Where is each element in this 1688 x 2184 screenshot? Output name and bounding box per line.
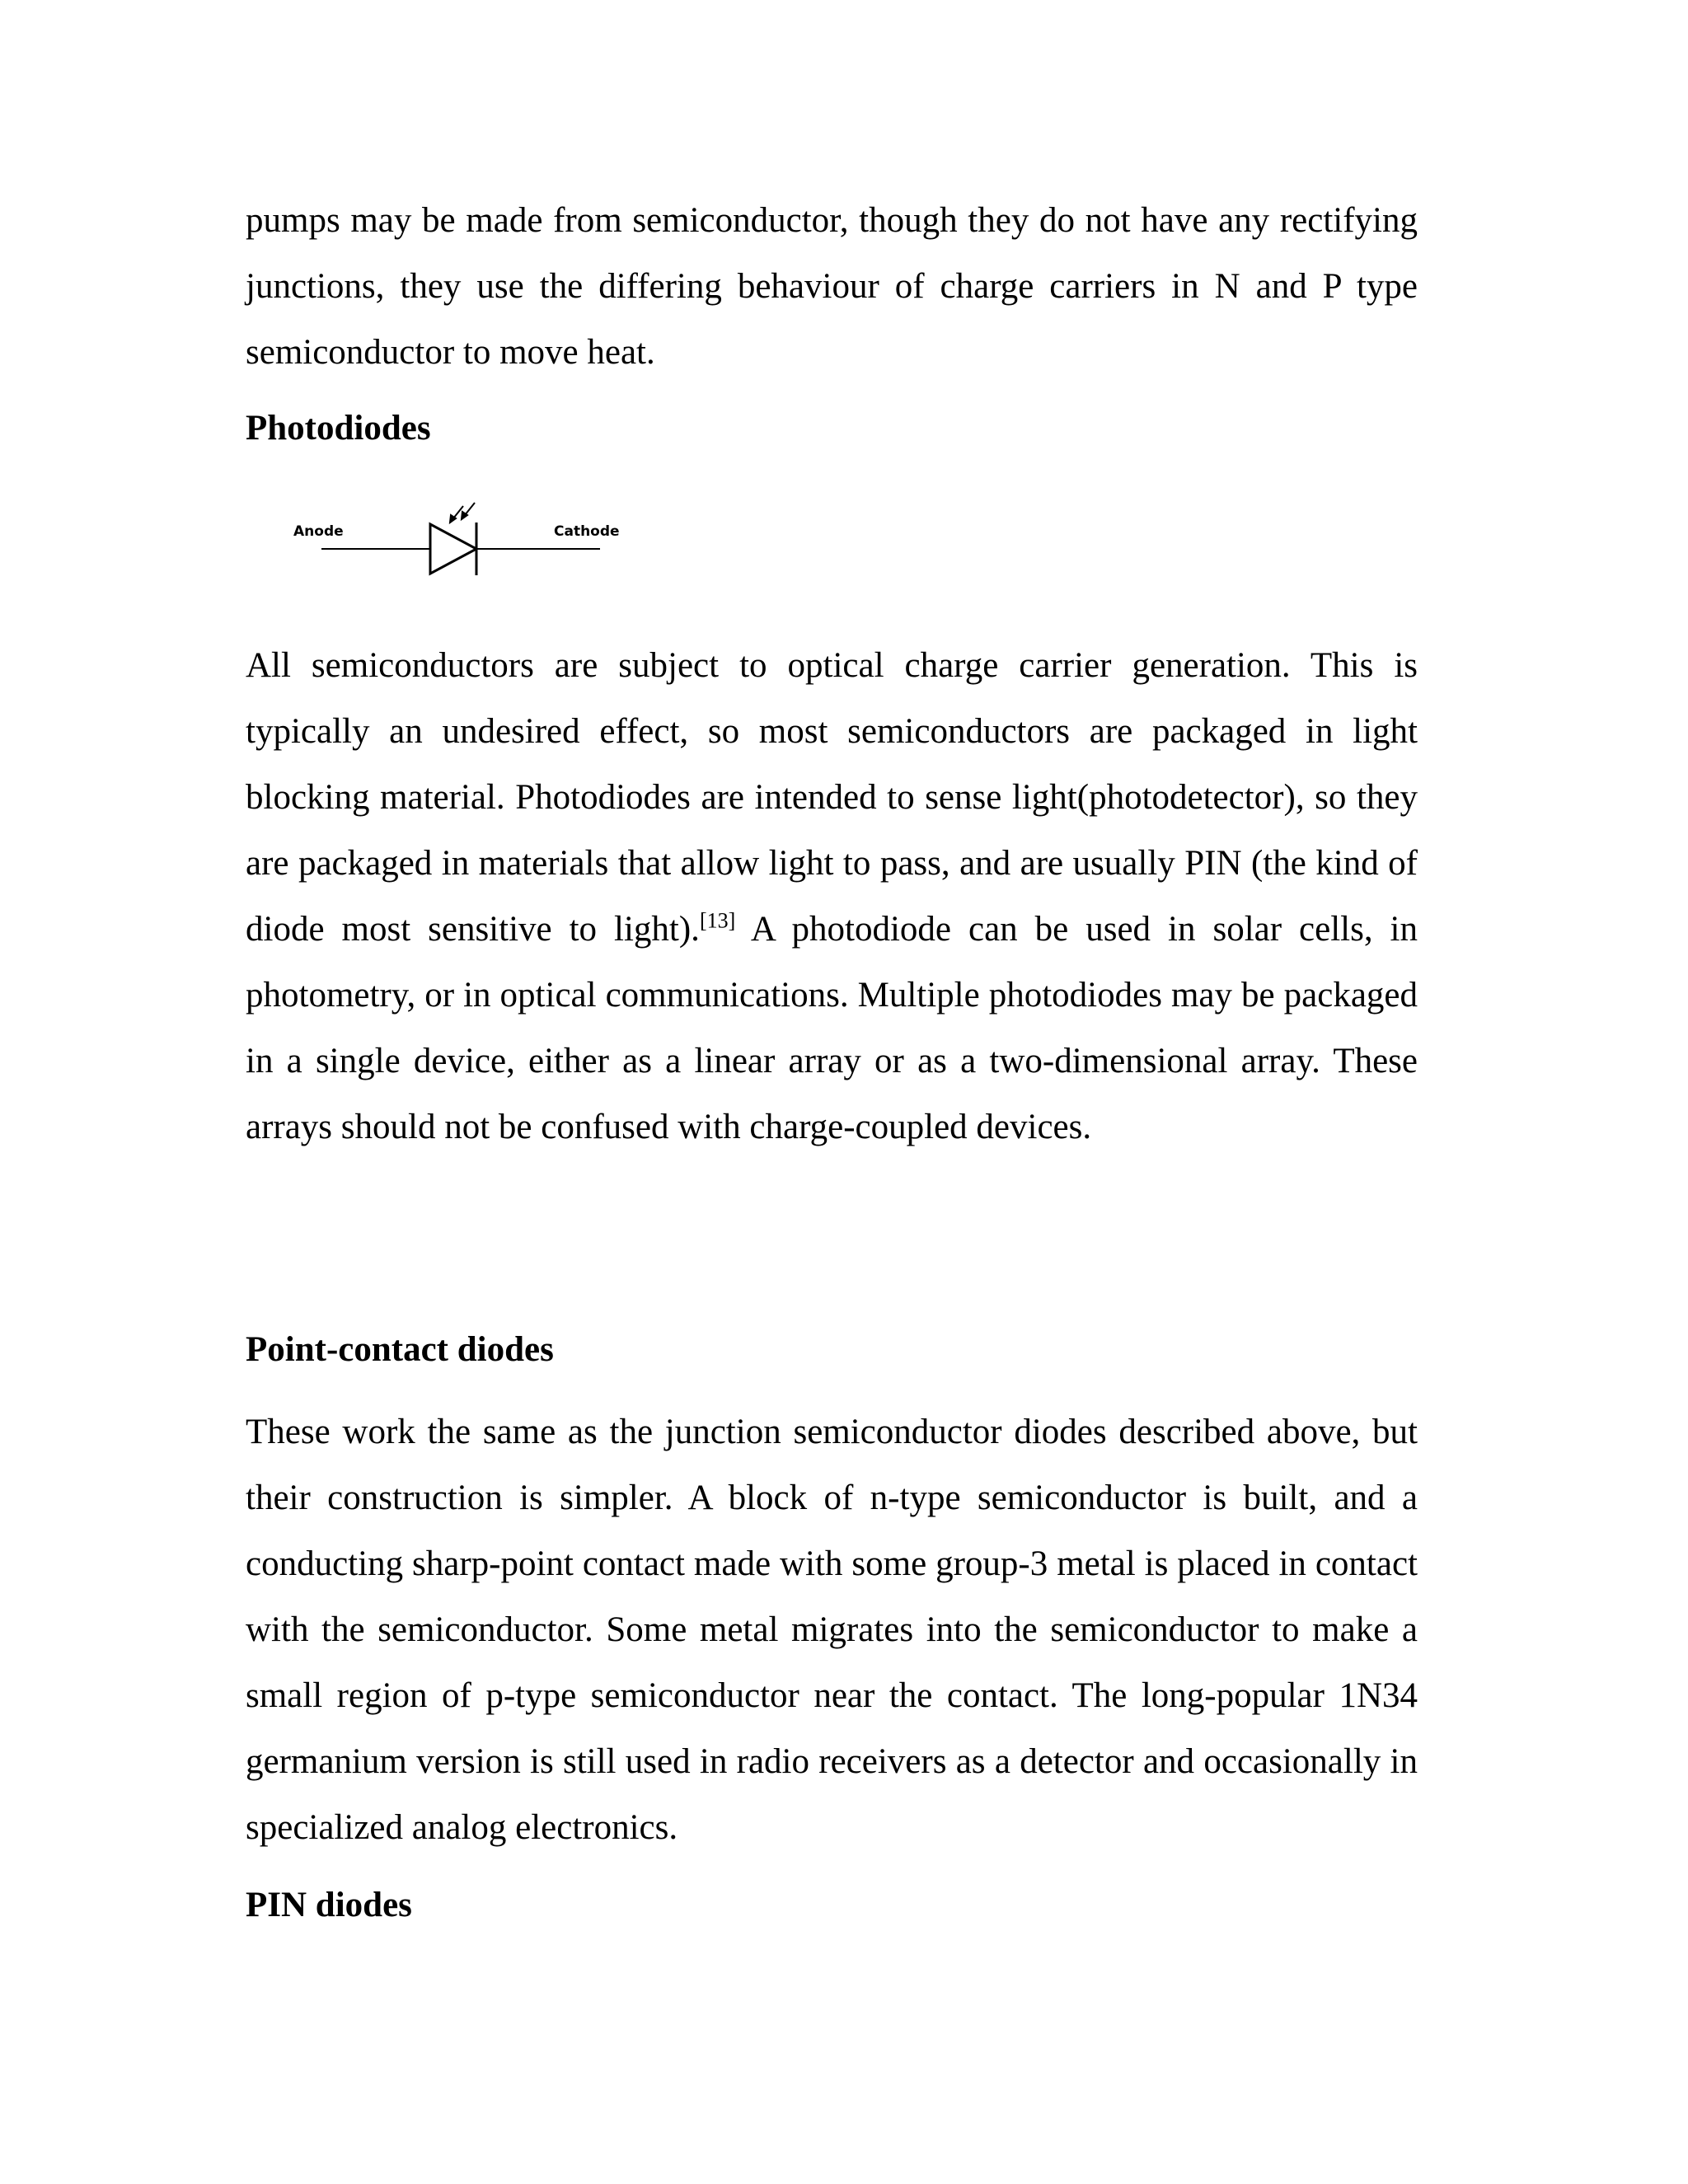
photodiodes-paragraph — [246, 633, 1418, 1160]
reference-13[interactable]: [13] — [699, 908, 736, 933]
photodiode-diagram — [288, 494, 668, 585]
light-arrows-icon — [450, 503, 475, 523]
pin-diodes-heading: PIN diodes — [246, 1886, 412, 1924]
point-contact-heading: Point-contact diodes — [246, 1330, 554, 1369]
photodiode-symbol-icon — [288, 494, 668, 585]
intro-paragraph: pumps may be made from semiconductor, though they do not have any rectifying junctions, they use the differing behaviour of charge carriers in N and P type semiconductor to move heat. — [246, 201, 1418, 372]
photodiodes-text-part2: A photodiode can be used in solar cells, in photometry, or in optical communications. Multiple photodiodes may be packaged in a single device, either as a linear array or as a two-dimensional array. These arrays should not be confused with charge-coupled devices. — [246, 910, 1418, 1146]
cathode-label: Cathode — [554, 523, 620, 540]
photodiodes-text-part1: All semiconductors are subject to optical charge carrier generation. This is typically an undesired effect, so most semiconductors are packaged in light blocking material. Photodiodes are intended to sense light(photodetector), so they are packaged in materials that allow light to pass, and are usually PIN (the kind of diode most sensitive to light). — [246, 646, 1418, 949]
point-contact-paragraph: These work the same as the junction semiconductor diodes described above, but their construction is simpler. A block of n-type semiconductor is built, and a conducting sharp-point contact made with some group-3 metal is placed in contact with the semiconductor. Some metal migrates into the semiconductor to make a small region of p-type semiconductor near the contact. The long-popular 1N34 germanium version is still used in radio receivers as a detector and occasionally in specialized analog electronics. — [246, 1413, 1418, 1847]
diode-triangle — [430, 524, 476, 574]
photodiodes-heading: Photodiodes — [246, 409, 431, 448]
anode-label: Anode — [293, 523, 344, 540]
